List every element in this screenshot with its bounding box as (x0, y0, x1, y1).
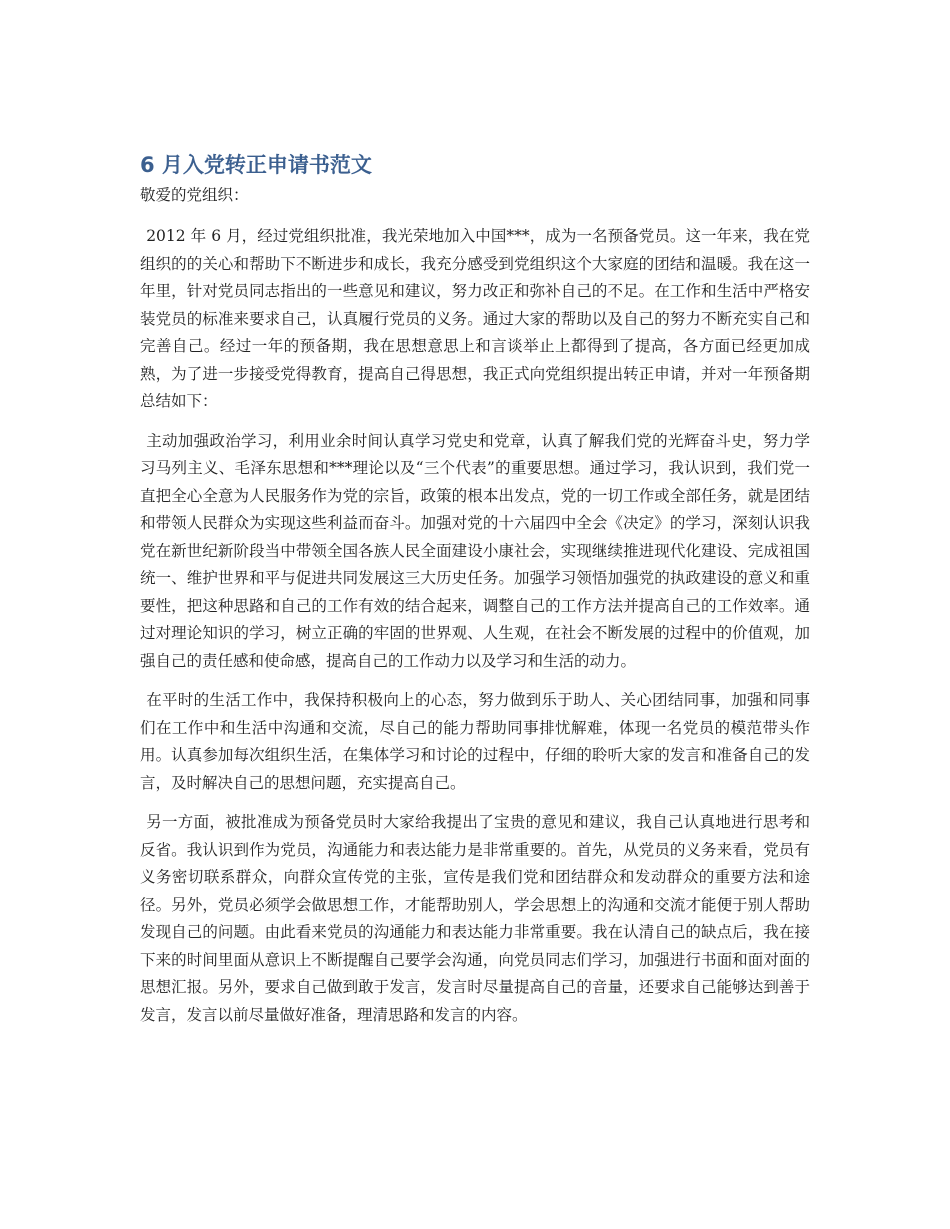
document-title: 6 月入党转正申请书范文 (140, 153, 372, 177)
paragraph-2: 主动加强政治学习，利用业余时间认真学习党史和党章，认真了解我们党的光辉奋斗史，努力学习马列主义、毛泽东思想和***理论以及“三个代表”的重要思想。通过学习，我认识到，我们党一直把全心全意为人民服务作为党的宗旨，政策的根本出发点，党的一切工作或全部任务，就是团结和带领人民群众为实现这些利益而奋斗。加强对党的十六届四中全会《决定》的学习，深刻认识我党在新世纪新阶段当中带领全国各族人民全面建设小康社会，实现继续推进现代化建设、完成祖国统一、维护世界和平与促进共同发展这三大历史任务。加强学习领悟加强党的执政建设的意义和重要性，把这种思路和自己的工作有效的结合起来，调整自己的工作方法并提高自己的工作效率。通过对理论知识的学习，树立正确的牢固的世界观、人生观，在社会不断发展的过程中的价值观，加强自己的责任感和使命感，提高自己的工作动力以及学习和生活的动力。 (140, 431, 810, 670)
paragraph-3: 在平时的生活工作中，我保持积极向上的心态，努力做到乐于助人、关心团结同事，加强和同事们在工作中和生活中沟通和交流，尽自己的能力帮助同事排忧解难，体现一名党员的模范带头作用。认真参加每次组织生活，在集体学习和讨论的过程中，仔细的聆听大家的发言和准备自己的发言，及时解决自己的思想问题，充实提高自己。 (140, 691, 810, 792)
salutation: 敬爱的党组织： (140, 186, 249, 204)
paragraph-1: 2012 年 6 月，经过党组织批准，我光荣地加入中国***，成为一名预备党员。这一年来，我在党组织的的关心和帮助下不断进步和成长，我充分感受到党组织这个大家庭的团结和温暖。我在这一年里，针对党员同志指出的一些意见和建议，努力改正和弥补自己的不足。在工作和生活中严格安装党员的标准来要求自己，认真履行党员的义务。通过大家的帮助以及自己的努力不断充实自己和完善自己。经过一年的预备期，我在思想意思上和言谈举止上都得到了提高，各方面已经更加成熟，为了进一步接受党得教育，提高自己得思想，我正式向党组织提出转正申请，并对一年预备期总结如下： (140, 227, 810, 410)
paragraph-4: 另一方面，被批准成为预备党员时大家给我提出了宝贵的意见和建议，我自己认真地进行思考和反省。我认识到作为党员，沟通能力和表达能力是非常重要的。首先，从党员的义务来看，党员有义务密切联系群众，向群众宣传党的主张，宣传是我们党和团结群众和发动群众的重要方法和途径。另外，党员必须学会做思想工作，才能帮助别人，学会思想上的沟通和交流才能便于别人帮助发现自己的问题。由此看来党员的沟通能力和表达能力非常重要。我在认清自己的缺点后，我在接下来的时间里面从意识上不断提醒自己要学会沟通，向党员同志们学习，加强进行书面和面对面的思想汇报。另外，要求自己做到敢于发言，发言时尽量提高自己的音量，还要求自己能够达到善于发言，发言以前尽量做好准备，理清思路和发言的内容。 (140, 813, 810, 1024)
